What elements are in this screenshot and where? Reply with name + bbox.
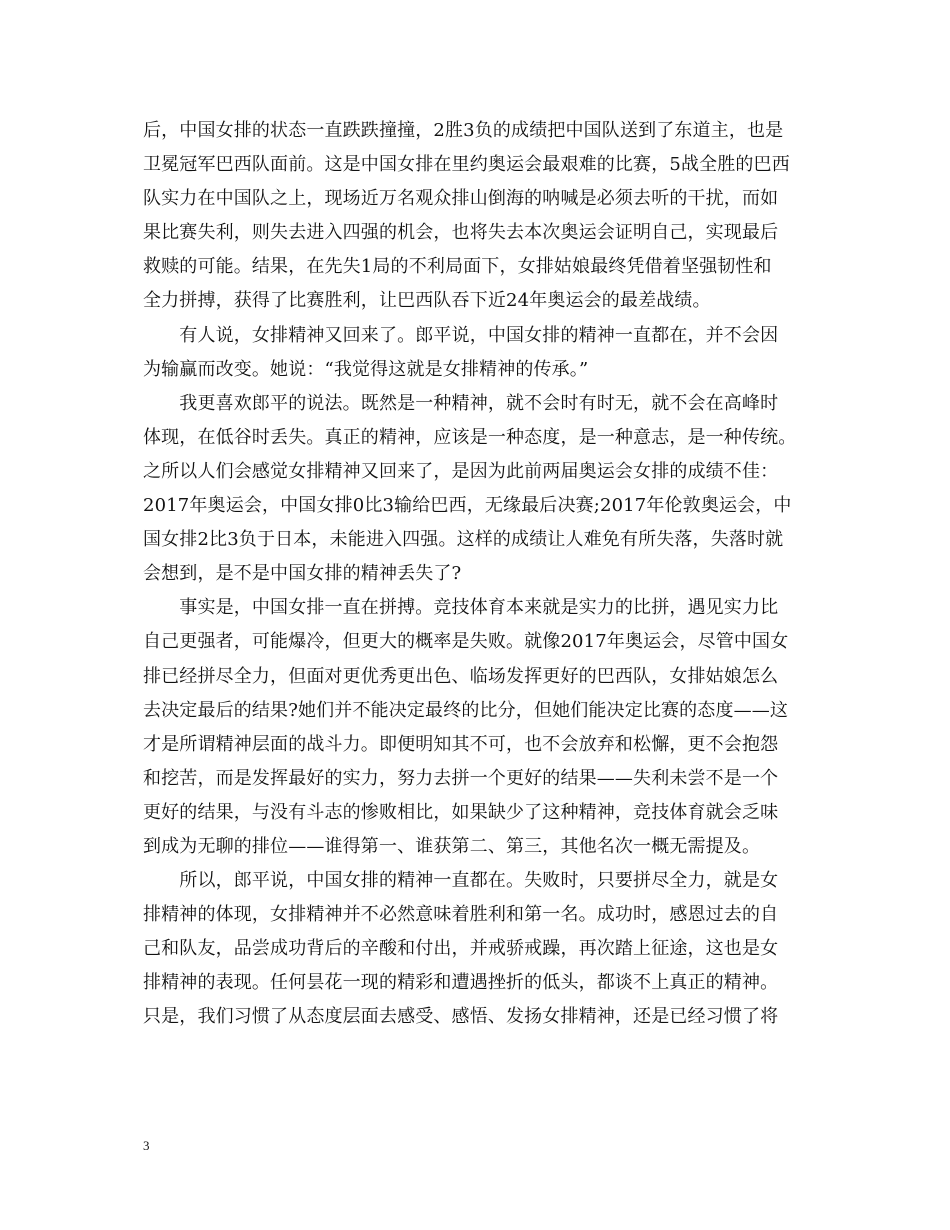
text-line-26: 排精神的表现。任何昙花一现的精彩和遭遇挫折的低头，都谈不上真正的精神。	[143, 972, 779, 994]
text-line-21: 更好的结果，与没有斗志的惨败相比，如果缺少了这种精神，竞技体育就会乏味	[143, 801, 779, 823]
text-line-23: 所以，郎平说，中国女排的精神一直都在。失败时，只要拼尽全力，就是女	[143, 870, 779, 892]
page-number: 3	[143, 1138, 150, 1153]
text-line-13: 国女排2比3负于日本，未能进入四强。这样的成绩让人难免有所失落，失落时就	[143, 529, 784, 551]
text-line-18: 去决定最后的结果?她们并不能决定最终的比分，但她们能决定比赛的态度——这	[143, 699, 789, 721]
text-line-2: 卫冕冠军巴西队面前。这是中国女排在里约奥运会最艰难的比赛，5战全胜的巴西	[143, 154, 790, 176]
text-line-12: 2017年奥运会，中国女排0比3输给巴西，无缘最后决赛;2017年伦敦奥运会，中	[143, 495, 792, 517]
text-line-3: 队实力在中国队之上，现场近万名观众排山倒海的呐喊是必须去听的干扰，而如	[143, 188, 779, 210]
text-line-10: 体现，在低谷时丢失。真正的精神，应该是一种态度，是一种意志，是一种传统。	[143, 426, 797, 448]
text-line-19: 才是所谓精神层面的战斗力。即便明知其不可，也不会放弃和松懈，更不会抱怨	[143, 733, 779, 755]
text-line-7: 有人说，女排精神又回来了。郎平说，中国女排的精神一直都在，并不会因	[143, 324, 779, 346]
text-line-25: 己和队友，品尝成功背后的辛酸和付出，并戒骄戒躁，再次踏上征途，这也是女	[143, 938, 779, 960]
text-line-20: 和挖苦，而是发挥最好的实力，努力去拼一个更好的结果——失利未尝不是一个	[143, 767, 779, 789]
text-line-4: 果比赛失利，则失去进入四强的机会，也将失去本次奥运会证明自己，实现最后	[143, 222, 779, 244]
text-line-16: 自己更强者，可能爆冷，但更大的概率是失败。就像2017年奥运会，尽管中国女	[143, 631, 789, 653]
body-text	[143, 114, 808, 1035]
text-line-9: 我更喜欢郎平的说法。既然是一种精神，就不会时有时无，就不会在高峰时	[143, 392, 779, 414]
text-line-6: 全力拼搏，获得了比赛胜利，让巴西队吞下近24年奥运会的最差战绩。	[143, 290, 711, 312]
text-line-17: 排已经拼尽全力，但面对更优秀更出色、临场发挥更好的巴西队，女排姑娘怎么	[143, 665, 779, 687]
text-line-22: 到成为无聊的排位——谁得第一、谁获第二、第三，其他名次一概无需提及。	[143, 835, 761, 857]
text-line-8: 为输赢而改变。她说：“我觉得这就是女排精神的传承。”	[143, 358, 589, 380]
text-line-14: 会想到，是不是中国女排的精神丢失了?	[143, 563, 462, 585]
text-line-11: 之所以人们会感觉女排精神又回来了，是因为此前两届奥运会女排的成绩不佳：	[143, 460, 779, 482]
text-line-5: 救赎的可能。结果，在先失1局的不利局面下，女排姑娘最终凭借着坚强韧性和	[143, 256, 772, 278]
text-line-27: 只是，我们习惯了从态度层面去感受、感悟、发扬女排精神，还是已经习惯了将	[143, 1006, 779, 1028]
text-line-24: 排精神的体现，女排精神并不必然意味着胜利和第一名。成功时，感恩过去的自	[143, 904, 779, 926]
text-line-1: 后，中国女排的状态一直跌跌撞撞，2胜3负的成绩把中国队送到了东道主，也是	[143, 120, 784, 141]
text-line-15: 事实是，中国女排一直在拼搏。竞技体育本来就是实力的比拼，遇见实力比	[143, 597, 779, 619]
